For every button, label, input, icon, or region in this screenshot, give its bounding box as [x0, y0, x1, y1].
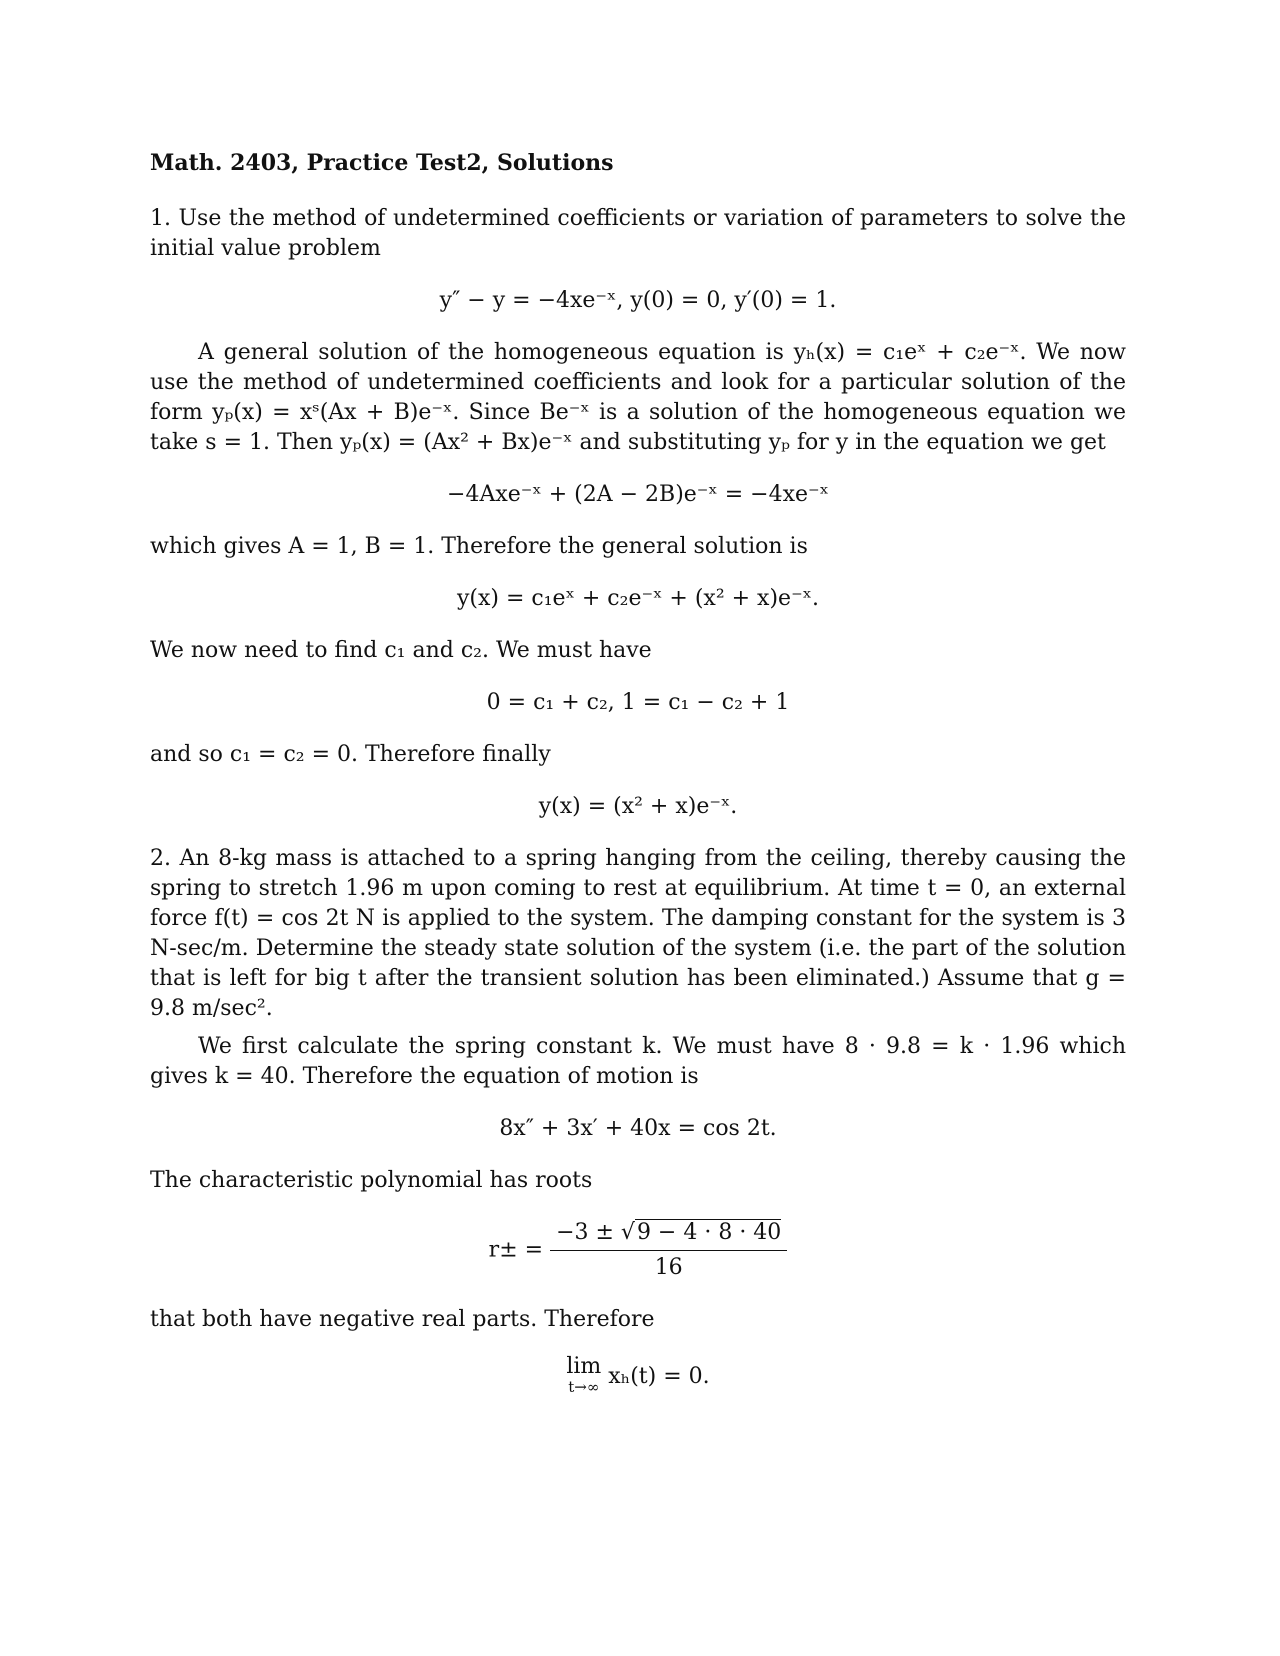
equation-limit [150, 1354, 1126, 1397]
problem2-statement: 2. An 8-kg mass is attached to a spring hanging from the ceiling, thereby causing the spring to stretch 1.96 m upon coming to rest at equilibrium. At time t = 0, an external force f(t) = cos 2t N is applied to the system. The damping constant for the system is 3 N-sec/m. Determine the steady state solution of the system (i.e. the part of the solution that is left for big t after the transient solution has been eliminated.) Assume that g = 9.8 m/sec². [150, 846, 1126, 1021]
equation-final-solution: y(x) = (x² + x)e⁻ˣ. [538, 794, 738, 819]
problem1-para2: which gives A = 1, B = 1. Therefore the general solution is [150, 534, 808, 559]
problem2-para3: that both have negative real parts. Therefore [150, 1307, 655, 1332]
roots-denominator: 16 [654, 1255, 683, 1280]
document-body [150, 148, 1126, 1419]
equation-substitution: −4Axe⁻ˣ + (2A − 2B)e⁻ˣ = −4xe⁻ˣ [447, 482, 829, 507]
limit-operator [566, 1354, 602, 1397]
problem1-para1: A general solution of the homogeneous equation is yₕ(x) = c₁eˣ + c₂e⁻ˣ. We now use the method of undetermined coefficients and look for a particular solution of the form yₚ(x) = xˢ(Ax + B)e⁻ˣ. Since Be⁻ˣ is a solution of the homogeneous equation we take s = 1. Then yₚ(x) = (Ax² + Bx)e⁻ˣ and substituting yₚ for y in the equation we get [150, 340, 1126, 455]
roots-numerator-prefix: −3 ± √ [556, 1220, 635, 1245]
equation-general-solution: y(x) = c₁eˣ + c₂e⁻ˣ + (x² + x)e⁻ˣ. [456, 586, 819, 611]
equation-ivp: y″ − y = −4xe⁻ˣ, y(0) = 0, y′(0) = 1. [439, 288, 837, 313]
problem1-statement: 1. Use the method of undetermined coefficients or variation of parameters to solve the initial value problem [150, 206, 1126, 261]
roots-radicand: 9 − 4 · 8 · 40 [636, 1220, 782, 1245]
problem2-para1: We first calculate the spring constant k. We must have 8 · 9.8 = k · 1.96 which gives k = 40. Therefore the equation of motion is [150, 1034, 1126, 1089]
roots-lhs: r± = [488, 1237, 544, 1263]
problem2-para2: The characteristic polynomial has roots [150, 1168, 593, 1193]
equation-constants: 0 = c₁ + c₂, 1 = c₁ − c₂ + 1 [486, 690, 790, 715]
problem1-para4: and so c₁ = c₂ = 0. Therefore finally [150, 742, 551, 767]
roots-numerator [550, 1218, 787, 1251]
equation-motion: 8x″ + 3x′ + 40x = cos 2t. [499, 1116, 777, 1141]
roots-fraction [550, 1218, 787, 1283]
limit-expression: xₕ(t) = 0. [608, 1364, 710, 1389]
document-title: Math. 2403, Practice Test2, Solutions [150, 150, 614, 176]
limit-subscript: t→∞ [568, 1378, 600, 1396]
equation-roots [150, 1218, 1126, 1283]
problem1-para3: We now need to find c₁ and c₂. We must have [150, 638, 652, 663]
limit-label: lim [566, 1354, 602, 1379]
